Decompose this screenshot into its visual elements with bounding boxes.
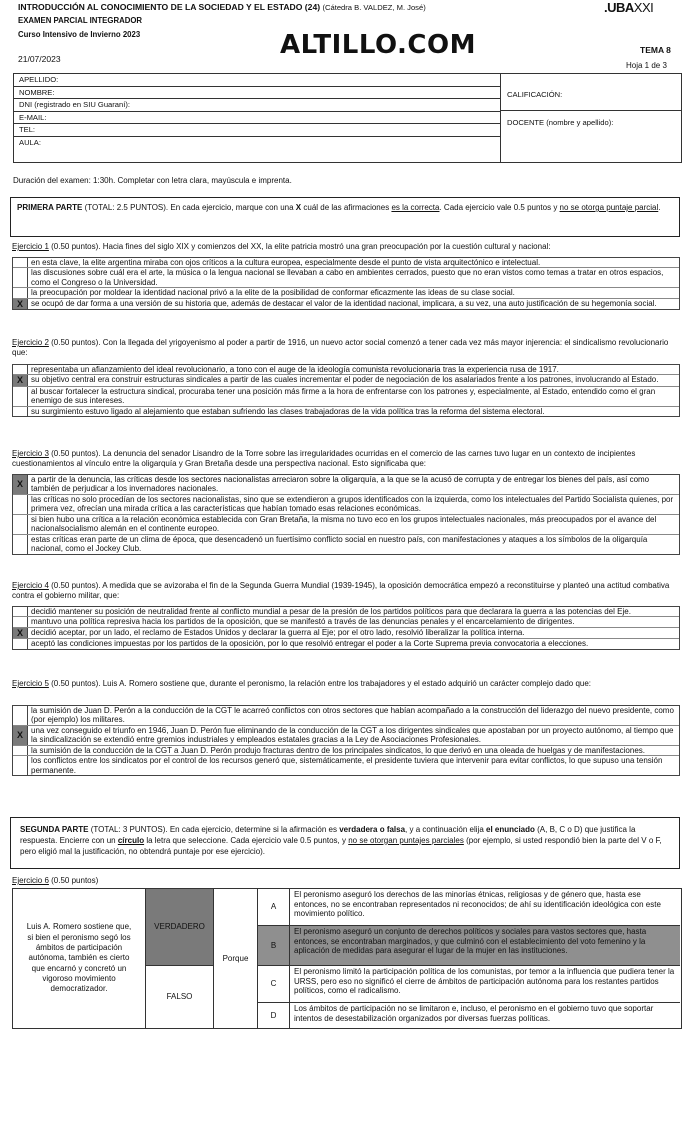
option-checkbox[interactable] — [13, 407, 28, 416]
option-row[interactable]: en esta clave, la elite argentina miraba con ojos críticos a la cultura europea, especialmente desde el punto de vista arquitectónico e intelectual. — [13, 258, 679, 268]
ex6-statement: Luis A. Romero sostiene que, si bien el peronismo segó los ámbitos de participación autónoma, también es cierto que encarnó y concretó un vigoroso movimiento democratizador. — [13, 889, 146, 1028]
exercise-5-statement: Ejercicio 5 (0.50 puntos). Luis A. Romero sostiene que, durante el peronismo, la relación entre los trabajadores y el estado adquirió un carácter complejo dado que: — [12, 679, 592, 688]
exercise-4-statement: Ejercicio 4 (0.50 puntos). A medida que se avizoraba el fin de la Segunda Guerra Mundial (1939-1945), la oposición democrática empezó a reconstituirse y planteó una actitud combativa contra el gobierno militar, que: — [12, 581, 670, 600]
porque-label: Porque — [214, 889, 258, 1028]
ex6-option-a: El peronismo aseguró los derechos de las minorías étnicas, religiosas y de género que, hasta ese entonces, no se encontraban representados ni reconocidos; de ahí su identificación ideológica con este movimiento político. — [290, 889, 680, 926]
part1-instructions: PRIMERA PARTE (TOTAL: 2.5 PUNTOS). En cada ejercicio, marque con una X cuál de las afirmaciones es la correcta. Cada ejercicio vale 0.5 puntos y no se otorga puntaje parcial. — [10, 197, 680, 237]
option-row[interactable]: aceptó las condiciones impuestas por los partidos de la oposición, por lo que resolvió entregar el poder a la Corte Suprema previa convocatoria a elecciones. — [13, 639, 679, 648]
option-row[interactable]: X una vez conseguido el triunfo en 1946, Juan D. Perón fue eliminando de la conducción de la CGT a los dirigentes sindicales que apostaban por un proyecto autónomo, al tiempo que la sindicalización se extendió entre gremios industriales y empleados estatales gracias a la Ley de Asociaciones Profesionales. — [13, 726, 679, 746]
exercise-6-label: Ejercicio 6 (0.50 puntos) — [12, 876, 99, 885]
option-checkbox[interactable] — [13, 607, 28, 616]
option-checkbox[interactable] — [13, 515, 28, 534]
ex6-option-c: El peronismo limitó la participación política de los comunistas, por temor a la influencia que pudiera tener la URSS, pero eso no significó el cierre de ámbitos de participación autónoma para los restantes partidos políticos, como el radicalismo. — [290, 966, 680, 1003]
option-row[interactable]: las críticas no solo procedían de los sectores nacionalistas, sino que se extendieron a grupos identificados con la izquierda, como los intelectuales del Partido Socialista quienes, por primera vez, ofrecían una mirada crítica a las características que habían tomado esas relaciones económicas. — [13, 495, 679, 515]
option-checkbox-marked[interactable]: X — [13, 375, 28, 386]
page-counter: Hoja 1 de 3 — [626, 61, 667, 70]
option-row[interactable]: si bien hubo una crítica a la relación económica establecida con Gran Bretaña, la misma no tuvo eco en los grupos intelectuales nacionales, más preocupados por el avance del nacionalsocialismo alemán en el continente europeo. — [13, 515, 679, 535]
exercise-4-options — [12, 606, 680, 650]
option-checkbox-marked[interactable]: X — [13, 726, 28, 745]
field-nombre[interactable]: NOMBRE: — [14, 87, 500, 100]
option-checkbox[interactable] — [13, 387, 28, 406]
field-dni[interactable]: DNI (registrado en SIU Guaraní): — [14, 99, 500, 112]
option-row[interactable]: decidió mantener su posición de neutralidad frente al conflicto mundial a pesar de la presión de los partidos políticos para que declarara la guerra a las potencias del Eje. — [13, 607, 679, 617]
exercise-2-options — [12, 364, 680, 417]
part2-instructions: SEGUNDA PARTE (TOTAL: 3 PUNTOS). En cada ejercicio, determine si la afirmación es verdadera o falsa, y a continuación elija el enunciado (A, B, C o D) que justifica la respuesta. Encierre con un círculo la letra que seleccione. Cada ejercicio vale 0.5 puntos, y no se otorgan puntajes parciales (por ejemplo, si usted respondió bien la parte del V o F, pero eligió mal la justificación, no obtendrá puntaje por ese ejercicio). — [10, 817, 680, 869]
field-aula[interactable]: AULA: — [19, 137, 41, 147]
option-checkbox-marked[interactable]: X — [13, 299, 28, 310]
exercise-1-statement: Ejercicio 1 (0.50 puntos). Hacia fines del siglo XIX y comienzos del XX, la elite patricia mostró una gran preocupación por la cuestión cultural y nacional: — [12, 242, 551, 251]
verdadero-option[interactable]: VERDADERO — [146, 889, 214, 966]
option-checkbox[interactable] — [13, 746, 28, 755]
field-calificacion[interactable]: CALIFICACIÓN: — [501, 74, 682, 111]
field-apellido[interactable]: APELLIDO: — [14, 74, 500, 87]
option-checkbox[interactable] — [13, 288, 28, 297]
option-row[interactable]: X su objetivo central era construir estructuras sindicales a partir de las cuales incrementar el poder de negociación de los asalariados frente a los patrones, involucrando al Estado. — [13, 375, 679, 387]
option-row[interactable]: la preocupación por moldear la identidad nacional privó a la elite de la posibilidad de conformar eficazmente las ideas de su clase social. — [13, 288, 679, 298]
option-checkbox[interactable] — [13, 639, 28, 648]
option-row[interactable]: X a partir de la denuncia, las críticas desde los sectores nacionalistas arreciaron sobre la oligarquía, a la que se la acusó de corrupta y de entregar los bienes del país, así como también de perjudicar a los invernadores nacionales. — [13, 475, 679, 495]
course-title: INTRODUCCIÓN AL CONOCIMIENTO DE LA SOCIEDAD Y EL ESTADO (24) (Cátedra B. VALDEZ, M. José) — [18, 2, 426, 12]
option-checkbox[interactable] — [13, 617, 28, 626]
option-checkbox-marked[interactable]: X — [13, 475, 28, 494]
option-row[interactable]: la sumisión de Juan D. Perón a la conducción de la CGT le acarreó conflictos con otros sectores que habían acompañado a la construcción del liderazgo del nuevo presidente, como (por ejemplo) los militares. — [13, 706, 679, 726]
exam-date: 21/07/2023 — [18, 54, 61, 64]
ex6-option-b: El peronismo aseguró un conjunto de derechos políticos y sociales para vastos sectores que, hasta entonces, se encontraban marginados, y que culminó con el establecimiento del voto femenino y la aplicación de medidas para asegurar el lugar de la mujer en las instituciones. — [290, 926, 680, 966]
option-row[interactable]: X decidió aceptar, por un lado, el reclamo de Estados Unidos y declarar la guerra al Eje; por el otro lado, resolvió liberalizar la política interna. — [13, 628, 679, 640]
field-docente[interactable]: DOCENTE (nombre y apellido): — [507, 118, 614, 127]
option-row[interactable]: su surgimiento estuvo ligado al alejamiento que estaban sufriendo las clases trabajadoras de la vida política tras la reforma del sistema electoral. — [13, 407, 679, 416]
exercise-3-statement: Ejercicio 3 (0.50 puntos). La denuncia del senador Lisandro de la Torre sobre las irregularidades ocurridas en el comercio de las carnes tuvo lugar en un contexto de incipientes cuestionamientos al vínculo entre la oligarquía y Gran Bretaña desde una perspectiva nacional. Esto significaba que: — [12, 449, 636, 468]
option-checkbox[interactable] — [13, 535, 28, 554]
option-checkbox[interactable] — [13, 365, 28, 374]
uba-logo: .UBAXXI — [604, 0, 654, 15]
exercise-6-table — [12, 888, 682, 1029]
brand-logo: ALTILLO.COM — [280, 30, 476, 60]
option-row[interactable]: X se ocupó de dar forma a una versión de su historia que, además de destacar el valor de la identidad nacional, implicara, a su vez, una auto justificación de su hegemonía social. — [13, 299, 679, 310]
exam-type: EXAMEN PARCIAL INTEGRADOR — [18, 16, 143, 25]
field-email[interactable]: E-MAIL: — [14, 112, 500, 125]
exercise-2-statement: Ejercicio 2 (0.50 puntos). Con la llegada del yrigoyenismo al poder a partir de 1916, un nuevo actor social comenzó a tener cada vez más mayor injerencia: el sindicalismo revolucionario que: — [12, 338, 669, 357]
option-checkbox[interactable] — [13, 706, 28, 725]
option-row[interactable]: las discusiones sobre cuál era el arte, la música o la lengua nacional se llevaban a cabo en ambientes cerrados, puesto que no eran vistos como temas a tratar en otros espacios, como el Congreso o la Universidad. — [13, 268, 679, 288]
option-checkbox[interactable] — [13, 756, 28, 775]
option-row[interactable]: estas críticas eran parte de un clima de época, que desencadenó un fuertísimo conflicto social en nuestro país, con manifestaciones y ataques a los símbolos de la oligarquía nacional, como el Jockey Club. — [13, 535, 679, 554]
option-row[interactable]: la sumisión de la conducción de la CGT a Juan D. Perón produjo fracturas dentro de los principales sindicatos, lo que derivó en una oleada de huelgas y de manifestaciones. — [13, 746, 679, 756]
option-checkbox[interactable] — [13, 268, 28, 287]
option-row[interactable]: mantuvo una política represiva hacia los partidos de la oposición, que se manifestó a través de las denuncias penales y el encarcelamiento de dirigentes. — [13, 617, 679, 627]
ex6-letter-a[interactable]: A — [258, 889, 290, 926]
option-row[interactable]: al buscar fortalecer la estructura sindical, procuraba tener una posición más firme a la hora de enfrentarse con los patrones y, especialmente, al Estado, entendido como el gran enemigo de sus intereses. — [13, 387, 679, 407]
student-id-box — [13, 73, 682, 163]
option-row[interactable]: representaba un afianzamiento del ideal revolucionario, a tono con el auge de la ideología comunista revolucionaria tras la experiencia rusa de 1917. — [13, 365, 679, 375]
ex6-letter-d[interactable]: D — [258, 1003, 290, 1028]
exercise-5-options — [12, 705, 680, 776]
ex6-option-d: Los ámbitos de participación no se limitaron e, incluso, el peronismo en el gobierno tuvo que soportar intentos de desestabilización organizados por diversas fuerzas políticas. — [294, 1004, 654, 1023]
falso-option[interactable]: FALSO — [146, 966, 214, 1028]
option-checkbox[interactable] — [13, 258, 28, 267]
field-tel[interactable]: TEL: — [14, 124, 500, 137]
ex6-letter-c[interactable]: C — [258, 966, 290, 1003]
catedra: (Cátedra B. VALDEZ, M. José) — [322, 3, 426, 12]
ex6-letter-b[interactable]: B — [258, 926, 290, 966]
course-name: Curso Intensivo de Invierno 2023 — [18, 30, 141, 39]
option-row[interactable]: los conflictos entre los sindicatos por el control de los recursos generó que, sistemáticamente, el presidente tuviera que intervenir para evitar conflictos, lo que supuso una tensión permanente. — [13, 756, 679, 775]
exercise-1-options — [12, 257, 680, 310]
exercise-3-options — [12, 474, 680, 555]
option-checkbox[interactable] — [13, 495, 28, 514]
tema-label: TEMA 8 — [640, 45, 671, 55]
option-checkbox-marked[interactable]: X — [13, 628, 28, 639]
duration-note: Duración del examen: 1:30h. Completar con letra clara, mayúscula e imprenta. — [13, 176, 292, 185]
